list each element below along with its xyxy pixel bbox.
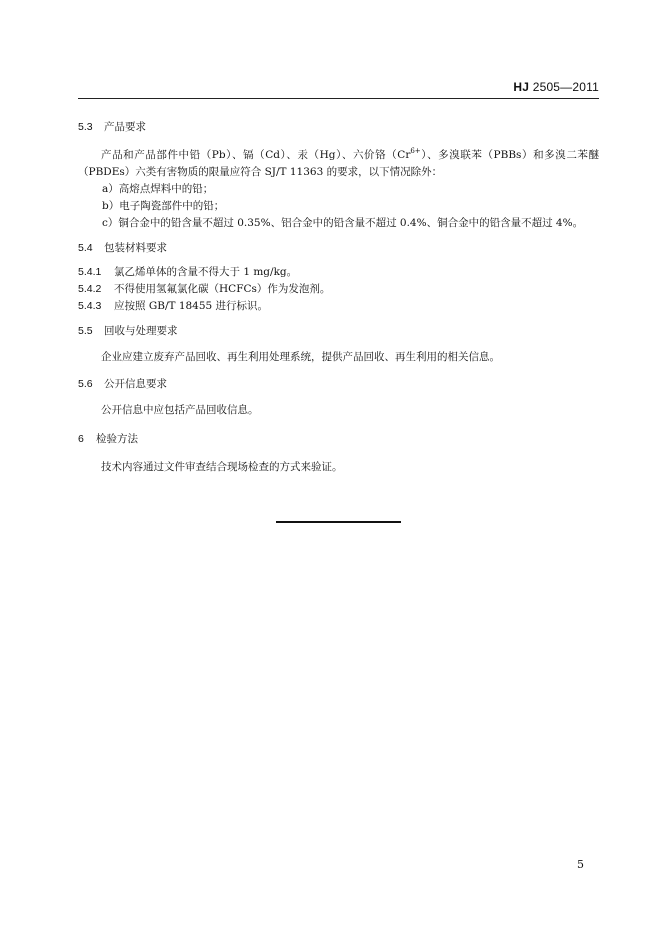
end-of-document-rule bbox=[276, 521, 401, 523]
section-heading-6 bbox=[78, 431, 599, 447]
section-number: 5.3 bbox=[78, 121, 93, 133]
standard-code-number: 2505—2011 bbox=[529, 80, 599, 94]
subclause-number: 5.4.2 bbox=[78, 283, 102, 295]
section-5-6-paragraph: 公开信息中应包括产品回收信息。 bbox=[101, 404, 259, 416]
standard-code-header bbox=[513, 80, 599, 94]
subclause-text: 氯乙烯单体的含量不得大于 1 mg/kg。 bbox=[114, 266, 298, 278]
paragraph-text: 产品和产品部件中铅（Pb）、镉（Cd）、汞（Hg）、六价铬（Cr bbox=[101, 149, 411, 161]
section-heading-5-5 bbox=[78, 323, 599, 339]
section-heading-5-4 bbox=[78, 240, 599, 256]
subclause-text: 不得使用氢氟氯化碳（HCFCs）作为发泡剂。 bbox=[114, 283, 331, 295]
section-number: 5.5 bbox=[78, 325, 93, 337]
document-body bbox=[78, 119, 599, 476]
section-title: 公开信息要求 bbox=[104, 378, 167, 390]
list-item: b）电子陶瓷部件中的铅； bbox=[102, 200, 225, 212]
list-item: a）高熔点焊料中的铅； bbox=[102, 183, 214, 195]
subclause-5-4-3 bbox=[78, 298, 599, 315]
section-title: 包装材料要求 bbox=[104, 242, 167, 254]
list-item: c）铜合金中的铅含量不超过 0.35%、铝合金中的铅含量不超过 0.4%、铜合金中的铅含量不超过 4%。 bbox=[102, 217, 584, 229]
section-heading-5-6 bbox=[78, 376, 599, 392]
section-title: 产品要求 bbox=[104, 121, 146, 133]
section-number: 5.4 bbox=[78, 242, 93, 254]
section-title: 检验方法 bbox=[96, 433, 138, 445]
section-5-3-paragraph bbox=[78, 143, 599, 181]
section-number: 6 bbox=[78, 433, 84, 445]
section-heading-5-3 bbox=[78, 119, 599, 135]
standard-code-prefix: HJ bbox=[513, 80, 530, 94]
subclause-number: 5.4.1 bbox=[78, 266, 102, 278]
subclause-5-4-2 bbox=[78, 281, 599, 298]
subclause-5-4-1 bbox=[78, 264, 599, 281]
section-title: 回收与处理要求 bbox=[104, 325, 178, 337]
paragraph-text: ）、多溴联苯（PBBs）和多溴二苯醚（PBDEs）六类有害物质的限量应符合 SJ/T 11363 的要求，以下情况除外： bbox=[78, 149, 599, 178]
superscript-charge: 6+ bbox=[410, 147, 421, 155]
subclause-number: 5.4.3 bbox=[78, 300, 102, 312]
header-divider bbox=[78, 98, 599, 99]
section-number: 5.6 bbox=[78, 378, 93, 390]
section-5-5-paragraph: 企业应建立废弃产品回收、再生利用处理系统，提供产品回收、再生利用的相关信息。 bbox=[101, 351, 500, 363]
subclause-text: 应按照 GB/T 18455 进行标识。 bbox=[114, 300, 269, 312]
section-6-paragraph: 技术内容通过文件审查结合现场检查的方式来验证。 bbox=[101, 461, 343, 473]
page-number: 5 bbox=[577, 858, 584, 871]
